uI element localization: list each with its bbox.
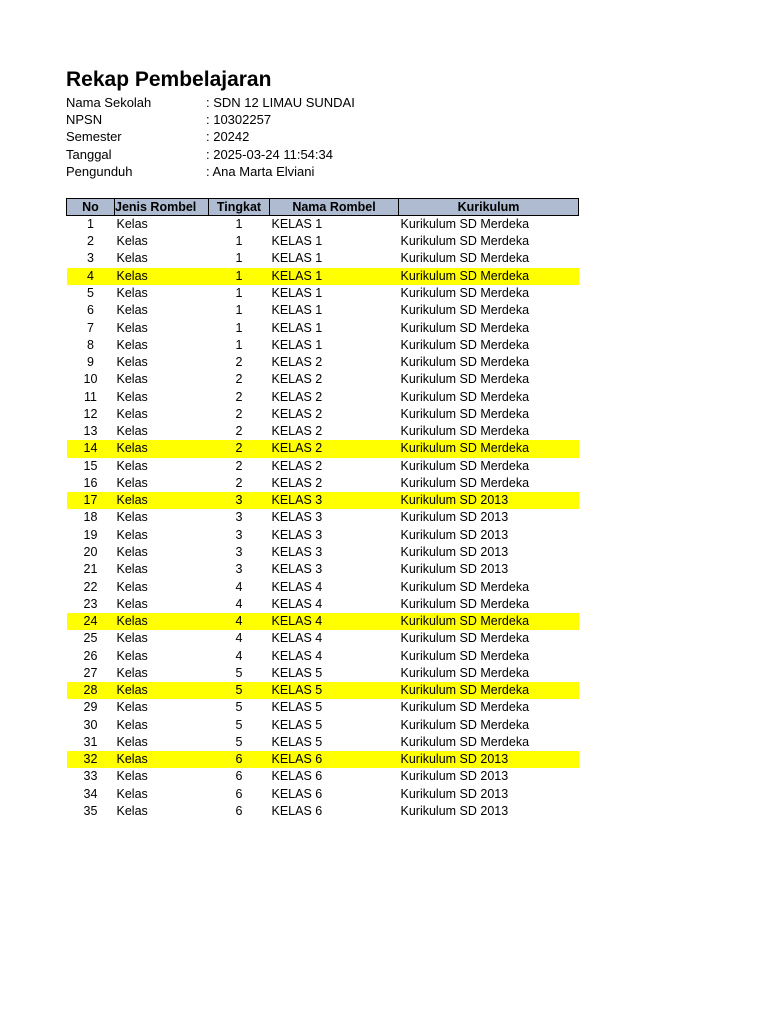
cell-jenis-rombel: Kelas (116, 544, 148, 559)
cell-no: 15 (83, 458, 98, 473)
cell-nama-rombel: KELAS 2 (271, 389, 323, 404)
cell-nama-rombel: KELAS 4 (271, 648, 323, 663)
cell-tingkat: 4 (235, 596, 243, 611)
cell-nama-rombel: KELAS 2 (271, 372, 323, 387)
cell-jenis-rombel: Kelas (116, 355, 148, 370)
table-row (67, 717, 579, 734)
table-body (67, 215, 579, 820)
table-row-highlighted (67, 613, 579, 630)
cell-no: 14 (67, 440, 115, 457)
cell-tingkat: 4 (209, 613, 270, 630)
cell-no: 25 (83, 631, 98, 646)
cell-kurikulum: Kurikulum SD Merdeka (400, 320, 530, 335)
meta-value: : SDN 12 LIMAU SUNDAI (206, 95, 355, 110)
cell-jenis-rombel: Kelas (116, 286, 148, 300)
cell-kurikulum: Kurikulum SD 2013 (400, 544, 509, 559)
cell-kurikulum: Kurikulum SD Merdeka (400, 216, 530, 231)
table-row (67, 648, 579, 665)
cell-kurikulum: Kurikulum SD Merdeka (400, 389, 530, 404)
cell-kurikulum: Kurikulum SD Merdeka (400, 475, 530, 490)
meta-block (66, 94, 586, 180)
table-row (67, 233, 579, 250)
table-row (67, 544, 579, 561)
cell-nama-rombel: KELAS 3 (270, 492, 399, 509)
cell-jenis-rombel: Kelas (116, 251, 148, 266)
table-row (67, 527, 579, 544)
table-row (67, 768, 579, 785)
header-jenis-rombel: Jenis Rombel (115, 198, 209, 215)
cell-tingkat: 2 (235, 372, 243, 387)
cell-nama-rombel: KELAS 2 (271, 406, 323, 421)
cell-kurikulum: Kurikulum SD Merdeka (400, 700, 530, 715)
cell-kurikulum: Kurikulum SD Merdeka (400, 458, 530, 473)
cell-kurikulum: Kurikulum SD Merdeka (400, 424, 530, 439)
cell-kurikulum: Kurikulum SD Merdeka (400, 355, 530, 370)
cell-tingkat: 6 (235, 803, 243, 818)
table-row (67, 250, 579, 267)
cell-jenis-rombel: Kelas (116, 372, 148, 387)
cell-tingkat: 5 (235, 717, 243, 732)
cell-kurikulum: Kurikulum SD 2013 (400, 786, 509, 801)
cell-tingkat: 2 (235, 424, 243, 439)
cell-kurikulum: Kurikulum SD Merdeka (400, 734, 530, 749)
cell-jenis-rombel: Kelas (116, 527, 148, 542)
table-row (67, 423, 579, 440)
rombel-table (66, 198, 579, 820)
table-row (67, 803, 579, 820)
cell-tingkat: 5 (235, 665, 243, 680)
cell-nama-rombel: KELAS 1 (270, 268, 399, 285)
cell-jenis-rombel: Kelas (116, 700, 148, 715)
cell-jenis-rombel: Kelas (116, 769, 148, 784)
cell-tingkat: 4 (235, 579, 243, 594)
table-row (67, 337, 579, 354)
meta-label: Pengunduh (66, 163, 133, 179)
cell-no: 28 (67, 682, 115, 699)
cell-tingkat: 2 (235, 355, 243, 370)
meta-row-school (66, 94, 586, 111)
cell-nama-rombel: KELAS 1 (271, 251, 323, 266)
cell-no: 11 (84, 389, 97, 404)
cell-nama-rombel: KELAS 1 (271, 286, 323, 300)
cell-no: 17 (67, 492, 115, 509)
cell-tingkat: 3 (209, 492, 270, 509)
cell-jenis-rombel: Kelas (115, 440, 209, 457)
cell-jenis-rombel: Kelas (116, 234, 148, 249)
cell-tingkat: 4 (235, 648, 243, 663)
cell-nama-rombel: KELAS 6 (270, 751, 399, 768)
table-row (67, 509, 579, 526)
cell-nama-rombel: KELAS 5 (271, 700, 323, 715)
cell-tingkat: 5 (209, 682, 270, 699)
cell-tingkat: 1 (235, 216, 243, 231)
cell-jenis-rombel: Kelas (116, 786, 148, 801)
cell-no: 31 (83, 734, 98, 749)
cell-nama-rombel: KELAS 3 (271, 544, 323, 559)
cell-no: 18 (83, 510, 98, 525)
table-row (67, 579, 579, 596)
table-row (67, 302, 579, 319)
meta-value: : 2025-03-24 11:54:34 (206, 146, 333, 162)
cell-kurikulum: Kurikulum SD Merdeka (399, 440, 579, 457)
cell-tingkat: 2 (235, 406, 243, 421)
cell-kurikulum: Kurikulum SD 2013 (400, 562, 509, 577)
cell-no: 8 (87, 337, 94, 352)
cell-jenis-rombel: Kelas (116, 510, 148, 525)
cell-nama-rombel: KELAS 3 (271, 562, 323, 577)
cell-no: 32 (67, 751, 115, 768)
cell-nama-rombel: KELAS 1 (271, 303, 323, 318)
cell-kurikulum: Kurikulum SD 2013 (400, 510, 509, 525)
cell-nama-rombel: KELAS 2 (271, 355, 323, 370)
cell-kurikulum: Kurikulum SD Merdeka (400, 648, 530, 663)
cell-no: 30 (83, 717, 98, 732)
cell-nama-rombel: KELAS 2 (271, 475, 323, 490)
cell-jenis-rombel: Kelas (116, 596, 148, 611)
cell-jenis-rombel: Kelas (115, 268, 209, 285)
cell-kurikulum: Kurikulum SD Merdeka (399, 682, 579, 699)
table-row (67, 371, 579, 388)
cell-nama-rombel: KELAS 5 (270, 682, 399, 699)
cell-no: 2 (87, 234, 94, 249)
cell-nama-rombel: KELAS 1 (271, 320, 323, 335)
cell-no: 3 (87, 251, 94, 266)
cell-jenis-rombel: Kelas (116, 389, 148, 404)
cell-tingkat: 6 (209, 751, 270, 768)
cell-kurikulum: Kurikulum SD 2013 (400, 527, 509, 542)
table-row (67, 354, 579, 371)
cell-tingkat: 5 (235, 700, 243, 715)
cell-no: 29 (83, 700, 98, 715)
meta-label: Nama Sekolah (66, 95, 152, 110)
cell-tingkat: 2 (235, 389, 243, 404)
table-row-highlighted (67, 492, 579, 509)
cell-kurikulum: Kurikulum SD Merdeka (400, 251, 530, 266)
cell-no: 12 (83, 406, 98, 421)
cell-nama-rombel: KELAS 5 (271, 665, 323, 680)
table-row (67, 475, 579, 492)
cell-kurikulum: Kurikulum SD Merdeka (400, 406, 530, 421)
cell-jenis-rombel: Kelas (116, 803, 148, 818)
table-row (67, 734, 579, 751)
cell-no: 16 (83, 475, 98, 490)
cell-no: 9 (87, 355, 94, 370)
cell-nama-rombel: KELAS 5 (271, 734, 323, 749)
meta-row-downloader (66, 163, 586, 180)
cell-tingkat: 1 (235, 234, 243, 249)
cell-no: 22 (83, 579, 98, 594)
table-row (67, 389, 579, 406)
cell-tingkat: 3 (235, 510, 243, 525)
header-tingkat: Tingkat (209, 198, 270, 215)
table-row (67, 596, 579, 613)
cell-tingkat: 2 (209, 440, 270, 457)
cell-jenis-rombel: Kelas (116, 303, 148, 318)
cell-jenis-rombel: Kelas (116, 665, 148, 680)
cell-tingkat: 4 (235, 631, 243, 646)
cell-jenis-rombel: Kelas (116, 734, 148, 749)
cell-kurikulum: Kurikulum SD 2013 (399, 492, 579, 509)
cell-no: 20 (83, 544, 98, 559)
cell-kurikulum: Kurikulum SD Merdeka (400, 337, 530, 352)
cell-nama-rombel: KELAS 6 (271, 786, 323, 801)
cell-no: 26 (83, 648, 98, 663)
cell-kurikulum: Kurikulum SD Merdeka (400, 303, 530, 318)
cell-no: 7 (87, 320, 94, 335)
table-row-highlighted (67, 268, 579, 285)
cell-tingkat: 2 (235, 475, 243, 490)
cell-tingkat: 1 (235, 303, 243, 318)
cell-nama-rombel: KELAS 1 (271, 216, 323, 231)
cell-jenis-rombel: Kelas (116, 562, 148, 577)
table-row (67, 215, 579, 233)
header-no: No (67, 198, 115, 215)
cell-no: 33 (83, 769, 98, 784)
cell-nama-rombel: KELAS 2 (271, 458, 323, 473)
cell-nama-rombel: KELAS 4 (271, 631, 323, 646)
table-row (67, 699, 579, 716)
cell-kurikulum: Kurikulum SD 2013 (400, 769, 509, 784)
cell-no: 21 (83, 562, 98, 577)
meta-label: Tanggal (66, 146, 112, 162)
cell-kurikulum: Kurikulum SD Merdeka (400, 717, 530, 732)
cell-no: 10 (83, 372, 98, 387)
table-row-highlighted (67, 440, 579, 457)
cell-no: 6 (87, 303, 94, 318)
cell-tingkat: 2 (235, 458, 243, 473)
cell-jenis-rombel: Kelas (115, 682, 209, 699)
table-row (67, 665, 579, 682)
cell-tingkat: 5 (235, 734, 243, 749)
cell-kurikulum: Kurikulum SD Merdeka (400, 579, 530, 594)
cell-kurikulum: Kurikulum SD Merdeka (400, 372, 530, 387)
cell-nama-rombel: KELAS 1 (271, 234, 323, 249)
meta-row-date (66, 146, 586, 163)
cell-tingkat: 3 (235, 544, 243, 559)
cell-kurikulum: Kurikulum SD Merdeka (399, 268, 579, 285)
cell-no: 19 (83, 527, 98, 542)
meta-value: : 20242 (206, 129, 250, 145)
cell-no: 35 (83, 803, 98, 818)
cell-nama-rombel: KELAS 4 (271, 579, 323, 594)
cell-tingkat: 3 (235, 562, 243, 577)
cell-no: 4 (67, 268, 115, 285)
cell-tingkat: 1 (209, 268, 270, 285)
table-row (67, 320, 579, 337)
cell-jenis-rombel: Kelas (115, 613, 209, 630)
table-row (67, 786, 579, 803)
cell-no: 13 (83, 424, 98, 439)
page-title: Rekap Pembelajaran (66, 68, 272, 91)
cell-nama-rombel: KELAS 6 (271, 803, 323, 818)
cell-kurikulum: Kurikulum SD 2013 (399, 751, 579, 768)
meta-value: : Ana Marta Elviani (206, 163, 315, 179)
cell-tingkat: 6 (235, 769, 243, 784)
cell-jenis-rombel: Kelas (116, 475, 148, 490)
table-row (67, 406, 579, 423)
cell-nama-rombel: KELAS 3 (271, 510, 323, 525)
cell-tingkat: 3 (235, 527, 243, 542)
cell-no: 5 (87, 286, 94, 300)
cell-jenis-rombel: Kelas (116, 337, 148, 352)
meta-row-semester (66, 128, 586, 145)
cell-kurikulum: Kurikulum SD Merdeka (400, 234, 530, 249)
cell-no: 23 (83, 596, 98, 611)
header-kurikulum: Kurikulum (399, 198, 579, 215)
meta-row-npsn (66, 111, 586, 128)
cell-no: 24 (67, 613, 115, 630)
cell-kurikulum: Kurikulum SD Merdeka (400, 286, 530, 300)
cell-nama-rombel: KELAS 2 (270, 440, 399, 457)
cell-tingkat: 1 (235, 251, 243, 266)
report-page (66, 66, 586, 820)
cell-jenis-rombel: Kelas (116, 320, 148, 335)
cell-tingkat: 1 (235, 337, 243, 352)
cell-jenis-rombel: Kelas (116, 406, 148, 421)
cell-jenis-rombel: Kelas (116, 648, 148, 663)
table-row (67, 285, 579, 302)
table-row-highlighted (67, 751, 579, 768)
table-row-highlighted (67, 682, 579, 699)
cell-tingkat: 1 (235, 320, 243, 335)
cell-no: 27 (83, 665, 98, 680)
cell-kurikulum: Kurikulum SD Merdeka (399, 613, 579, 630)
cell-no: 34 (83, 786, 98, 801)
cell-jenis-rombel: Kelas (116, 717, 148, 732)
cell-kurikulum: Kurikulum SD Merdeka (400, 596, 530, 611)
meta-value: : 10302257 (206, 112, 272, 128)
cell-nama-rombel: KELAS 5 (271, 717, 323, 732)
cell-jenis-rombel: Kelas (115, 492, 209, 509)
cell-nama-rombel: KELAS 3 (271, 527, 323, 542)
cell-jenis-rombel: Kelas (116, 424, 148, 439)
cell-no: 1 (87, 216, 94, 231)
cell-kurikulum: Kurikulum SD Merdeka (400, 631, 530, 646)
cell-kurikulum: Kurikulum SD Merdeka (400, 665, 530, 680)
header-nama-rombel: Nama Rombel (270, 198, 399, 215)
table-row (67, 630, 579, 647)
cell-jenis-rombel: Kelas (115, 751, 209, 768)
meta-label: NPSN (66, 112, 103, 128)
cell-nama-rombel: KELAS 2 (271, 424, 323, 439)
cell-tingkat: 6 (235, 786, 243, 801)
table-row (67, 561, 579, 578)
cell-jenis-rombel: Kelas (116, 631, 148, 646)
cell-jenis-rombel: Kelas (116, 579, 148, 594)
cell-jenis-rombel: Kelas (116, 458, 148, 473)
cell-nama-rombel: KELAS 1 (271, 337, 323, 352)
meta-label: Semester (66, 129, 122, 145)
cell-kurikulum: Kurikulum SD 2013 (400, 803, 509, 818)
table-row (67, 458, 579, 475)
cell-nama-rombel: KELAS 6 (271, 769, 323, 784)
cell-nama-rombel: KELAS 4 (271, 596, 323, 611)
cell-jenis-rombel: Kelas (116, 216, 148, 231)
cell-tingkat: 1 (235, 286, 243, 300)
table-header-row (67, 198, 579, 215)
cell-nama-rombel: KELAS 4 (270, 613, 399, 630)
